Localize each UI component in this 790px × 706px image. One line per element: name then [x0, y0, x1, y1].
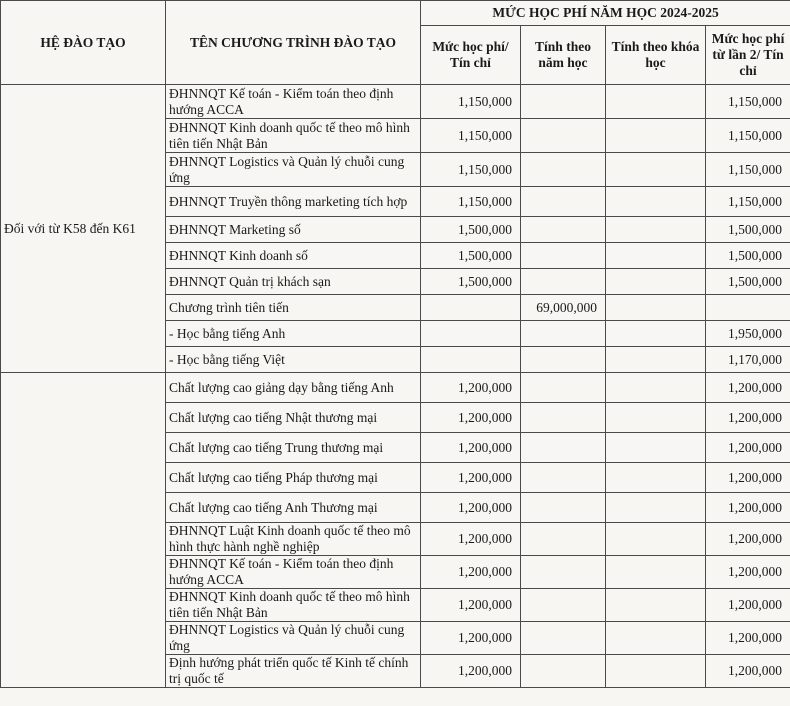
fee-per-course	[606, 493, 706, 523]
fee-per-credit: 1,200,000	[421, 523, 521, 556]
fee-per-year	[521, 622, 606, 655]
fee-per-credit	[421, 321, 521, 347]
fee-retake: 1,150,000	[706, 85, 790, 119]
fee-per-course	[606, 347, 706, 373]
fee-retake: 1,200,000	[706, 493, 790, 523]
fee-per-credit	[421, 347, 521, 373]
fee-per-year	[521, 523, 606, 556]
fee-per-credit: 1,200,000	[421, 433, 521, 463]
fee-retake: 1,500,000	[706, 269, 790, 295]
program-name: ĐHNNQT Luật Kinh doanh quốc tế theo mô hình thực hành nghề nghiệp	[166, 523, 421, 556]
fee-per-year	[521, 269, 606, 295]
fee-per-course	[606, 589, 706, 622]
fee-per-year	[521, 556, 606, 589]
group-label	[1, 373, 166, 688]
fee-per-course	[606, 85, 706, 119]
fee-retake: 1,200,000	[706, 523, 790, 556]
fee-per-year	[521, 243, 606, 269]
fee-retake: 1,200,000	[706, 655, 790, 688]
fee-per-year	[521, 403, 606, 433]
fee-per-credit: 1,200,000	[421, 403, 521, 433]
fee-per-credit: 1,500,000	[421, 269, 521, 295]
fee-per-credit: 1,200,000	[421, 463, 521, 493]
fee-per-credit: 1,150,000	[421, 119, 521, 153]
fee-per-credit: 1,150,000	[421, 85, 521, 119]
program-name: ĐHNNQT Marketing số	[166, 217, 421, 243]
fee-per-course	[606, 321, 706, 347]
fee-per-credit: 1,150,000	[421, 187, 521, 217]
fee-per-year	[521, 655, 606, 688]
program-name: Chất lượng cao tiếng Trung thương mại	[166, 433, 421, 463]
fee-per-year	[521, 373, 606, 403]
fee-retake: 1,200,000	[706, 556, 790, 589]
fee-per-credit: 1,200,000	[421, 655, 521, 688]
fee-per-credit: 1,150,000	[421, 153, 521, 187]
fee-retake: 1,500,000	[706, 243, 790, 269]
fee-per-course	[606, 373, 706, 403]
fee-per-course	[606, 655, 706, 688]
fee-per-year	[521, 433, 606, 463]
fee-per-year	[521, 119, 606, 153]
col-header-per-credit: Mức học phí/ Tín chỉ	[421, 26, 521, 85]
fee-per-credit: 1,200,000	[421, 589, 521, 622]
fee-per-course	[606, 119, 706, 153]
program-name: - Học bằng tiếng Anh	[166, 321, 421, 347]
fee-per-year	[521, 463, 606, 493]
fee-retake: 1,150,000	[706, 119, 790, 153]
fee-retake: 1,200,000	[706, 433, 790, 463]
fee-per-year	[521, 217, 606, 243]
fee-per-credit: 1,200,000	[421, 493, 521, 523]
program-name: ĐHNNQT Logistics và Quản lý chuỗi cung ứng	[166, 153, 421, 187]
table-body	[1, 85, 790, 688]
table-row	[1, 85, 790, 119]
fee-retake: 1,200,000	[706, 622, 790, 655]
col-header-retake: Mức học phí từ lần 2/ Tín chỉ	[706, 26, 790, 85]
fee-per-year	[521, 85, 606, 119]
col-header-per-course: Tính theo khóa học	[606, 26, 706, 85]
fee-per-year	[521, 347, 606, 373]
fee-per-credit: 1,500,000	[421, 243, 521, 269]
fee-per-year	[521, 589, 606, 622]
fee-per-course	[606, 153, 706, 187]
fee-per-year: 69,000,000	[521, 295, 606, 321]
program-name: Chất lượng cao tiếng Anh Thương mại	[166, 493, 421, 523]
fee-per-year	[521, 321, 606, 347]
fee-retake: 1,150,000	[706, 187, 790, 217]
program-name: ĐHNNQT Quản trị khách sạn	[166, 269, 421, 295]
fee-per-course	[606, 433, 706, 463]
fee-retake: 1,200,000	[706, 403, 790, 433]
fee-retake: 1,200,000	[706, 373, 790, 403]
fee-per-credit: 1,500,000	[421, 217, 521, 243]
fee-retake	[706, 295, 790, 321]
fee-per-course	[606, 217, 706, 243]
program-name: ĐHNNQT Logistics và Quản lý chuỗi cung ứng	[166, 622, 421, 655]
program-name: ĐHNNQT Kế toán - Kiểm toán theo định hướng ACCA	[166, 556, 421, 589]
fee-per-credit	[421, 295, 521, 321]
fee-per-course	[606, 243, 706, 269]
fee-retake: 1,200,000	[706, 463, 790, 493]
fee-per-credit: 1,200,000	[421, 373, 521, 403]
fee-per-course	[606, 556, 706, 589]
fee-per-course	[606, 295, 706, 321]
fee-per-credit: 1,200,000	[421, 622, 521, 655]
program-name: ĐHNNQT Kinh doanh quốc tế theo mô hình tiên tiến Nhật Bản	[166, 119, 421, 153]
program-name: Chương trình tiên tiến	[166, 295, 421, 321]
col-header-he-dao-tao: HỆ ĐÀO TẠO	[1, 1, 166, 85]
fee-per-course	[606, 269, 706, 295]
fee-per-credit: 1,200,000	[421, 556, 521, 589]
fee-per-course	[606, 403, 706, 433]
program-name: - Học bằng tiếng Việt	[166, 347, 421, 373]
fee-retake: 1,170,000	[706, 347, 790, 373]
fee-per-course	[606, 463, 706, 493]
fee-retake: 1,500,000	[706, 217, 790, 243]
program-name: ĐHNNQT Kinh doanh quốc tế theo mô hình tiên tiến Nhật Bản	[166, 589, 421, 622]
program-name: ĐHNNQT Kinh doanh số	[166, 243, 421, 269]
fee-per-year	[521, 493, 606, 523]
fee-per-year	[521, 187, 606, 217]
col-header-muc-hoc-phi: MỨC HỌC PHÍ NĂM HỌC 2024-2025	[421, 1, 790, 26]
fee-retake: 1,150,000	[706, 153, 790, 187]
col-header-ten-chuong-trinh: TÊN CHƯƠNG TRÌNH ĐÀO TẠO	[166, 1, 421, 85]
program-name: Chất lượng cao tiếng Nhật thương mại	[166, 403, 421, 433]
program-name: Chất lượng cao tiếng Pháp thương mại	[166, 463, 421, 493]
program-name: Chất lượng cao giảng dạy bằng tiếng Anh	[166, 373, 421, 403]
program-name: ĐHNNQT Truyền thông marketing tích hợp	[166, 187, 421, 217]
fee-per-course	[606, 622, 706, 655]
program-name: Định hướng phát triển quốc tế Kinh tế chính trị quốc tế	[166, 655, 421, 688]
fee-retake: 1,200,000	[706, 589, 790, 622]
fee-per-year	[521, 153, 606, 187]
fee-per-course	[606, 523, 706, 556]
program-name: ĐHNNQT Kế toán - Kiểm toán theo định hướng ACCA	[166, 85, 421, 119]
col-header-per-year: Tính theo năm học	[521, 26, 606, 85]
table-row	[1, 373, 790, 403]
group-label: Đối với từ K58 đến K61	[1, 85, 166, 373]
fee-retake: 1,950,000	[706, 321, 790, 347]
fee-per-course	[606, 187, 706, 217]
